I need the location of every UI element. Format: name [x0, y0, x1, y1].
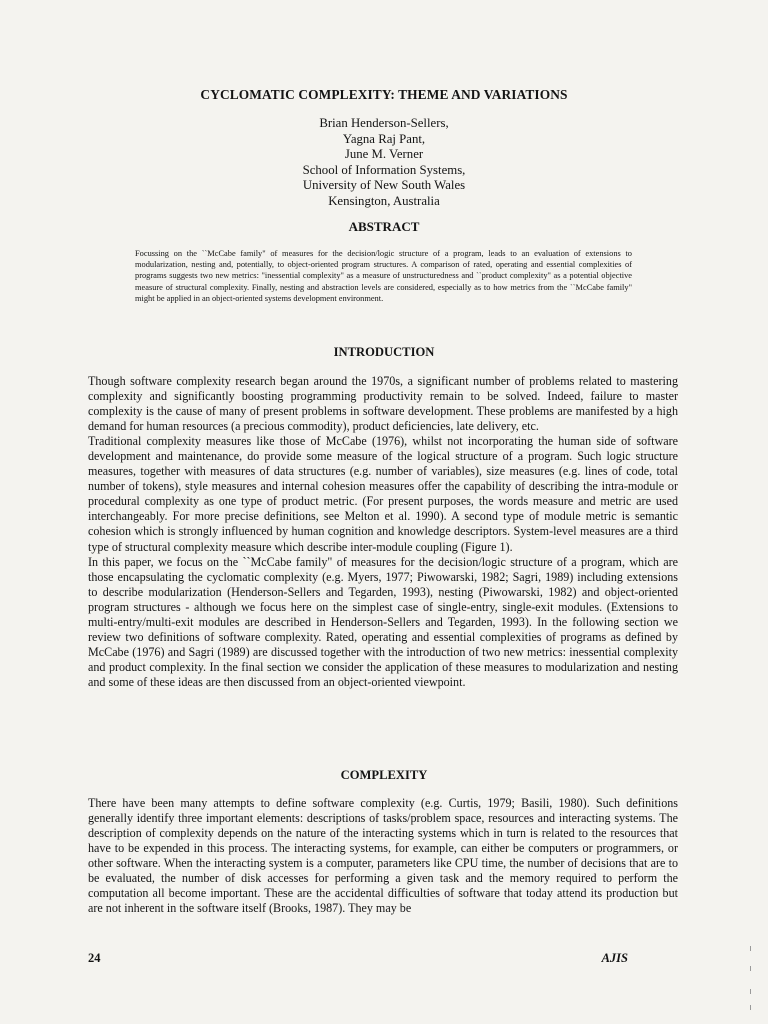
affiliation-line: University of New South Wales: [302, 178, 466, 193]
author-block: [0, 116, 768, 210]
author-line: June M. Verner: [344, 147, 424, 162]
paragraph: Though software complexity research began around the 1970s, a significant number of problems related to mastering complexity and significantly boosting programming productivity remain to be solved. Indeed, failure to master complexity is the cause of many of present problems in software development. These problems are manifested by a high demand for human resources (a precious commodity), product deficiencies, late delivery, etc.: [88, 374, 678, 434]
abstract-text: Focussing on the ``McCabe family" of measures for the decision/logic structure of a program, leads to an evaluation of extensions to modularization, nesting and, potentially, to object-oriented program structures. A comparison of rated, operating and essential complexities of programs suggests two new metrics: "inessential complexity" as a measure of unstructuredness and ``product complexity" as a potential objective measure of structural complexity. Finally, nesting and abstraction levels are considered, especially as to how metrics from the ``McCabe family" might be applied in an object-oriented systems development environment.: [135, 249, 632, 303]
scan-mark: [750, 946, 751, 951]
affiliation-line: School of Information Systems,: [302, 162, 466, 177]
scan-mark: [750, 1005, 751, 1010]
scan-mark: [750, 989, 751, 994]
affiliation-line: Kensington, Australia: [328, 193, 440, 208]
introduction-heading: INTRODUCTION: [333, 345, 435, 359]
page-number: 24: [88, 951, 101, 965]
scan-mark: [750, 966, 751, 971]
complexity-body: [88, 796, 678, 916]
introduction-body: [88, 374, 678, 690]
journal-name: AJIS: [601, 951, 628, 965]
paragraph: In this paper, we focus on the ``McCabe family" of measures for the decision/logic structure of a program, which are those encapsulating the cyclomatic complexity (e.g. Myers, 1977; Piwowarski, 1982; Sagri, 1989) including extensions to describe modularization (Henderson-Sellers and Tegarden, 1993), nesting (Piwowarski, 1982) and object-oriented program structures - although we focus here on the simplest case of single-entry, single-exit modules. (Extensions to multi-entry/multi-exit modules are described in Henderson-Sellers and Tegarden, 1993). In the following section we review two definitions of software complexity. Rated, operating and essential complexities of programs as defined by McCabe (1976) and Sagri (1989) are discussed together with the introduction of two new metrics: inessential complexity and product complexity. In the final section we consider the application of these measures to modularization and nesting and some of these ideas are then discussed from an object-oriented viewpoint.: [88, 554, 678, 689]
abstract-heading: ABSTRACT: [348, 219, 420, 234]
paper-title: CYCLOMATIC COMPLEXITY: THEME AND VARIATIONS: [200, 87, 568, 102]
author-line: Brian Henderson-Sellers,: [319, 116, 449, 130]
paragraph: Traditional complexity measures like those of McCabe (1976), whilst not incorporating the human side of software development and maintenance, do provide some measure of the logical structure of a program. Such logic structure measures, together with measures of data structures (e.g. number of variables), size measures (e.g. lines of code, total number of tokens), style measures and internal cohesion measures offer the capability of describing the intra-module or procedural complexity as one type of product metric. (For present purposes, the words measure and metric are used interchangeably. For more precise definitions, see Melton et al. 1990). A second type of module metric is semantic cohesion which is strongly influenced by human cognition and knowledge descriptors. System-level measures are a third type of structural complexity measure which describe inter-module coupling (Figure 1).: [88, 434, 678, 554]
paragraph: There have been many attempts to define software complexity (e.g. Curtis, 1979; Basili, 1980). Such definitions generally identify three important elements: descriptions of tasks/problem space, resources and interacting systems. The description of complexity depends on the nature of the interacting systems which in turn is related to the resources that have to be expended in this process. The interacting systems, for example, can either be computers or programmers, or other software. When the interacting system is a computer, parameters like CPU time, the number of decisions that are to be evaluated, the number of disk accesses for performing a given task and the memory required to perform the computation all become important. These are the accidental difficulties of software that today attend its production but are not inherent in the software itself (Brooks, 1987). They may be: [88, 796, 678, 916]
author-line: Yagna Raj Pant,: [342, 131, 426, 146]
complexity-heading: COMPLEXITY: [340, 768, 428, 782]
